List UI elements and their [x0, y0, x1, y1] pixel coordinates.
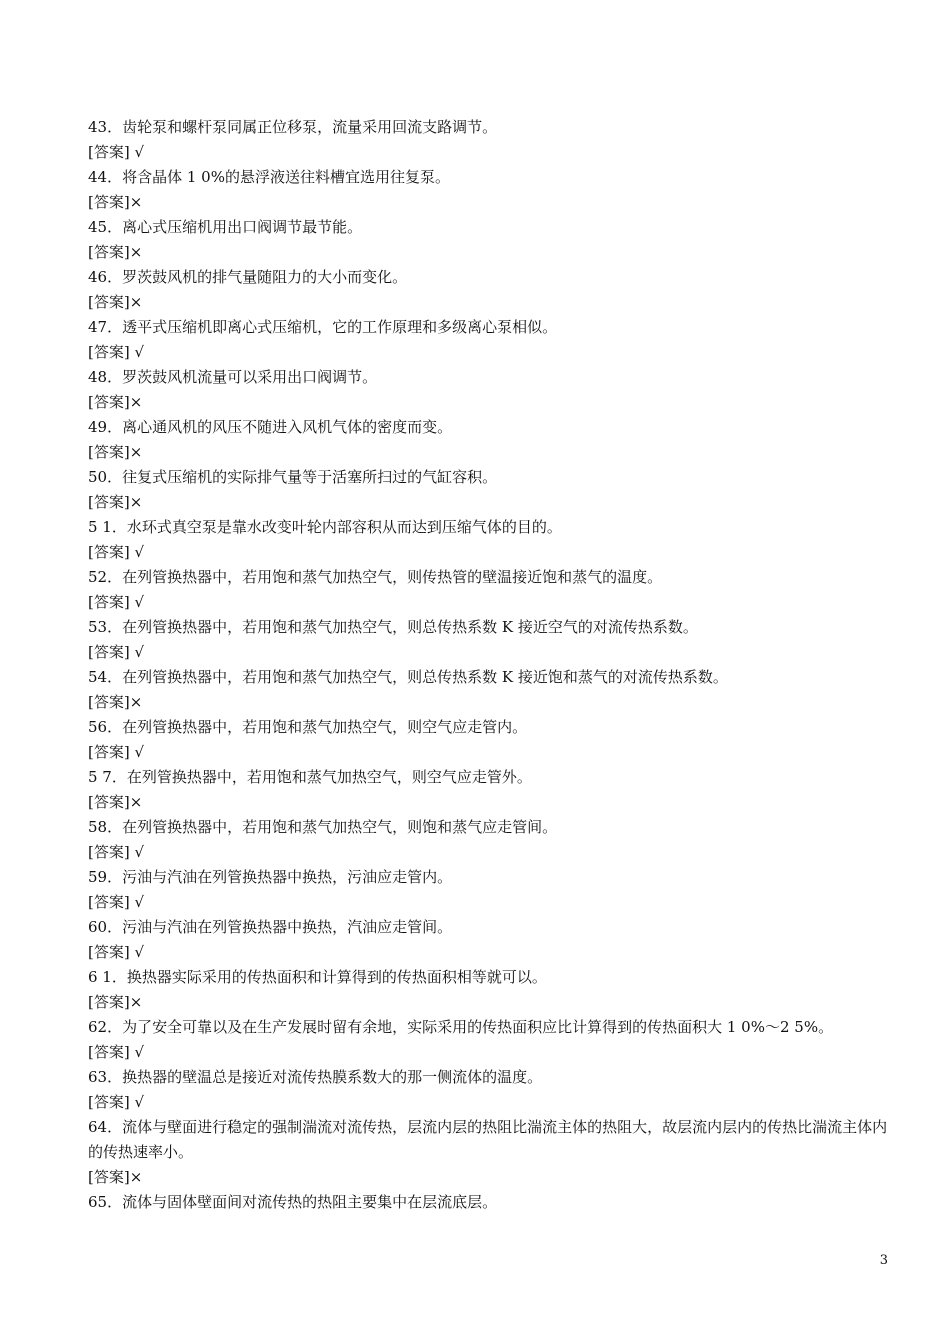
answer-text: [答案] √	[88, 593, 145, 611]
question-item	[88, 565, 888, 615]
answer-text: [答案] √	[88, 343, 145, 361]
question-text: 6 1．换热器实际采用的传热面积和计算得到的传热面积相等就可以。	[88, 968, 547, 986]
answer-text: [答案]×	[88, 443, 143, 461]
question-text: 54．在列管换热器中，若用饱和蒸气加热空气，则总传热系数 K 接近饱和蒸气的对流传热系数。	[88, 668, 728, 686]
answer-text: [答案]×	[88, 293, 143, 311]
answer-text: [答案] √	[88, 1043, 145, 1061]
question-text: 5 7．在列管换热器中，若用饱和蒸气加热空气，则空气应走管外。	[88, 768, 532, 786]
question-item	[88, 365, 888, 415]
question-item	[88, 415, 888, 465]
question-item	[88, 1015, 888, 1065]
question-item	[88, 165, 888, 215]
answer-text: [答案]×	[88, 193, 143, 211]
question-text: 60．污油与汽油在列管换热器中换热，汽油应走管间。	[88, 918, 453, 936]
answer-text: [答案] √	[88, 843, 145, 861]
question-text: 58．在列管换热器中，若用饱和蒸气加热空气，则饱和蒸气应走管间。	[88, 818, 558, 836]
question-text: 49．离心通风机的风压不随进入风机气体的密度而变。	[88, 418, 453, 436]
answer-text: [答案]×	[88, 493, 143, 511]
question-item	[88, 615, 888, 665]
answer-text: [答案]×	[88, 693, 143, 711]
answer-text: [答案]×	[88, 793, 143, 811]
question-item	[88, 115, 888, 165]
question-item	[88, 815, 888, 865]
question-item	[88, 465, 888, 515]
question-text: 43．齿轮泵和螺杆泵同属正位移泵，流量采用回流支路调节。	[88, 118, 498, 136]
question-item	[88, 1190, 888, 1215]
question-text: 56．在列管换热器中，若用饱和蒸气加热空气，则空气应走管内。	[88, 718, 528, 736]
answer-text: [答案]×	[88, 393, 143, 411]
question-text: 63．换热器的壁温总是接近对流传热膜系数大的那一侧流体的温度。	[88, 1068, 543, 1086]
question-text: 45．离心式压缩机用出口阀调节最节能。	[88, 218, 363, 236]
answer-text: [答案] √	[88, 543, 145, 561]
question-item	[88, 665, 888, 715]
answer-text: [答案] √	[88, 1093, 145, 1111]
answer-text: [答案] √	[88, 743, 145, 761]
question-text: 59．污油与汽油在列管换热器中换热，污油应走管内。	[88, 868, 453, 886]
answer-text: [答案] √	[88, 143, 145, 161]
question-text: 47．透平式压缩机即离心式压缩机，它的工作原理和多级离心泵相似。	[88, 318, 558, 336]
question-list	[88, 115, 888, 1215]
question-item	[88, 265, 888, 315]
question-text: 46．罗茨鼓风机的排气量随阻力的大小而变化。	[88, 268, 408, 286]
question-item	[88, 965, 888, 1015]
question-text: 65．流体与固体壁面间对流传热的热阻主要集中在层流底层。	[88, 1193, 498, 1211]
question-text: 5 1．水环式真空泵是靠水改变叶轮内部容积从而达到压缩气体的目的。	[88, 518, 562, 536]
question-text: 62．为了安全可靠以及在生产发展时留有余地，实际采用的传热面积应比计算得到的传热面积大 1 0%～2 5%。	[88, 1018, 834, 1036]
page-number: 3	[879, 1253, 888, 1268]
question-text: 64．流体与壁面进行稳定的强制湍流对流传热，层流内层的热阻比湍流主体的热阻大，故层流内层内的传热比湍流主体内的传热速率小。	[88, 1118, 888, 1161]
question-text: 44．将含晶体 1 0%的悬浮液送往料槽宜选用往复泵。	[88, 168, 450, 186]
question-item	[88, 515, 888, 565]
question-item	[88, 1115, 888, 1190]
answer-text: [答案]×	[88, 1168, 143, 1186]
question-item	[88, 215, 888, 265]
question-text: 52．在列管换热器中，若用饱和蒸气加热空气，则传热管的壁温接近饱和蒸气的温度。	[88, 568, 663, 586]
question-item	[88, 1065, 888, 1115]
question-item	[88, 865, 888, 915]
question-text: 48．罗茨鼓风机流量可以采用出口阀调节。	[88, 368, 378, 386]
answer-text: [答案] √	[88, 943, 145, 961]
question-text: 53．在列管换热器中，若用饱和蒸气加热空气，则总传热系数 K 接近空气的对流传热系数。	[88, 618, 698, 636]
question-item	[88, 715, 888, 765]
answer-text: [答案] √	[88, 643, 145, 661]
answer-text: [答案]×	[88, 243, 143, 261]
answer-text: [答案]×	[88, 993, 143, 1011]
question-item	[88, 315, 888, 365]
question-item	[88, 915, 888, 965]
question-item	[88, 765, 888, 815]
question-text: 50．往复式压缩机的实际排气量等于活塞所扫过的气缸容积。	[88, 468, 498, 486]
answer-text: [答案] √	[88, 893, 145, 911]
